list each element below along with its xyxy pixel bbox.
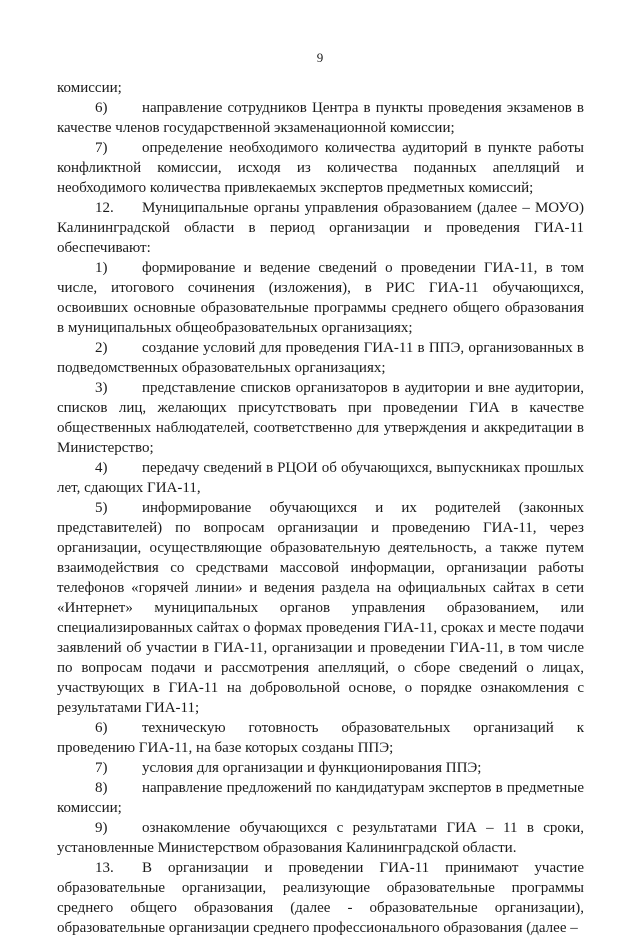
paragraph-text: направление предложений по кандидатурам экспертов в предметные комиссии; [57,780,584,816]
paragraph-text: техническую готовность образовательных организаций к проведению ГИА-11, на базе которых созданы ППЭ; [57,720,584,756]
paragraph-number: 6) [95,720,108,736]
paragraph-number: 13. [95,860,114,876]
paragraph-text: направление сотрудников Центра в пункты проведения экзаменов в качестве членов государственной экзаменационной комиссии; [57,100,584,136]
paragraph-text: ознакомление обучающихся с результатами ГИА – 11 в сроки, установленные Министерством образования Калининградской области. [57,820,584,856]
paragraph [57,138,584,198]
paragraph [57,198,584,258]
paragraph-text: В организации и проведении ГИА-11 принимают участие образовательные организации, реализующие образовательные программы среднего общего образования (далее - образовательные организации), образовательные организации среднего профессионального образования (далее – [57,860,584,936]
paragraph [57,778,584,818]
paragraph-number: 9) [95,820,108,836]
paragraph [57,98,584,138]
paragraph-number: 3) [95,380,108,396]
paragraph [57,78,584,98]
paragraph-number: 12. [95,200,114,216]
paragraph [57,258,584,338]
paragraph [57,498,584,718]
paragraph-text: определение необходимого количества аудиторий в пункте работы конфликтной комиссии, исходя из количества поданных апелляций и необходимого количества привлекаемых экспертов предметных комиссий; [57,140,584,196]
paragraph-number: 6) [95,100,108,116]
paragraph [57,858,584,938]
paragraph-number: 2) [95,340,108,356]
paragraph-text: Муниципальные органы управления образованием (далее – МОУО) Калининградской области в период организации и проведения ГИА-11 обеспечивают: [57,200,584,256]
paragraph-number: 7) [95,140,108,156]
paragraph-text: представление списков организаторов в аудитории и вне аудитории, списков лиц, желающих присутствовать при проведении ГИА в качестве общественных наблюдателей, соответственно для утверждения и аккредитации в Министерство; [57,380,584,456]
paragraph [57,758,584,778]
document-body [57,78,584,938]
page-number: 9 [316,50,324,65]
paragraph-number: 1) [95,260,108,276]
paragraph-number: 8) [95,780,108,796]
paragraph [57,458,584,498]
paragraph-text: условия для организации и функционирования ППЭ; [142,760,482,776]
paragraph-text: передачу сведений в РЦОИ об обучающихся, выпускниках прошлых лет, сдающих ГИА-11, [57,460,584,496]
paragraph-number: 4) [95,460,108,476]
paragraph [57,338,584,378]
paragraph [57,818,584,858]
paragraph-number: 5) [95,500,108,516]
paragraph-text: комиссии; [57,80,122,96]
paragraph-text: информирование обучающихся и их родителей (законных представителей) по вопросам организации и проведению ГИА-11, через организации, осуществляющие образовательную деятельность, а также путем взаимодействия со средствами массовой информации, организации работы телефонов «горячей линии» и ведения раздела на официальных сайтах в сети «Интернет» муниципальных органов управления образованием, или специализированных сайтах о формах проведения ГИА-11, сроках и месте подачи заявлений об участии в ГИА-11, организации и проведении ГИА-11, в том числе по вопросам подачи и рассмотрения апелляций, о сборе сведений о лицах, участвующих в ГИА-11 на добровольной основе, о порядке ознакомления с результатами ГИА-11; [57,500,584,716]
paragraph-number: 7) [95,760,108,776]
paragraph-text: создание условий для проведения ГИА-11 в ППЭ, организованных в подведомственных образовательных организациях; [57,340,584,376]
paragraph-text: формирование и ведение сведений о проведении ГИА-11, в том числе, итогового сочинения (изложения), в РИС ГИА-11 обучающихся, освоивших основные образовательные программы среднего общего образования в муниципальных общеобразовательных организациях; [57,260,584,336]
paragraph [57,378,584,458]
paragraph [57,718,584,758]
